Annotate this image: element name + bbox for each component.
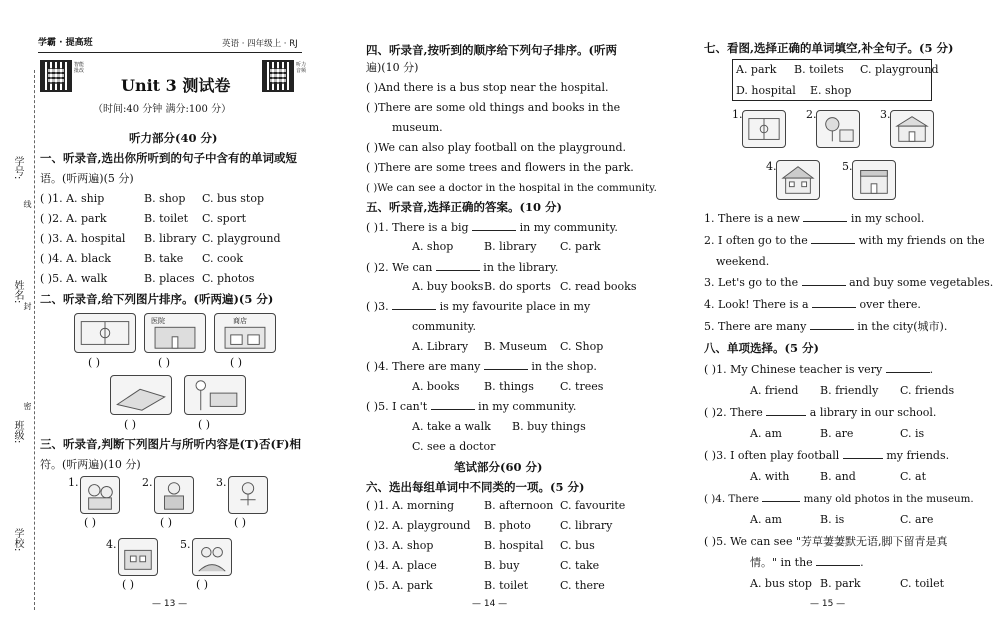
s7-item-5[interactable]: 5. There are many in the city(城市). [704, 320, 948, 333]
s8-q1[interactable]: ( )1. My Chinese teacher is very . [704, 363, 934, 376]
s6-q3-b[interactable]: B. hospital [484, 539, 544, 552]
s2-answer-3[interactable]: ( ) [230, 356, 243, 369]
s8-q5-a[interactable]: A. bus stop [750, 577, 812, 590]
s1-title-2: 语。(听两遍)(5 分) [40, 172, 134, 185]
s5-q4[interactable]: ( )4. There are many in the shop. [366, 360, 597, 373]
s3-answer-5[interactable]: ( ) [196, 578, 209, 591]
s7-picture-3 [890, 110, 934, 148]
s8-q1-a[interactable]: A. friend [750, 384, 799, 397]
s5-q1-c[interactable]: C. park [560, 240, 601, 253]
s4-item-2-cont: museum. [392, 121, 443, 134]
s8-q4[interactable]: ( )4. There many old photos in the museum. [704, 493, 974, 505]
s3-answer-1[interactable]: ( ) [84, 516, 97, 529]
subject-label: 英语 · 四年级上 · RJ [222, 39, 298, 49]
page-13 [0, 0, 330, 644]
s6-q3[interactable]: ( )3. A. shop [366, 539, 434, 552]
s7-num-1: 1. [732, 108, 743, 121]
page-number-13: — 13 — [152, 599, 188, 609]
binding-line [34, 70, 35, 610]
s8-q3-a[interactable]: A. with [750, 470, 790, 483]
s1-q5-c[interactable]: C. photos [202, 272, 255, 285]
s6-q5-c[interactable]: C. there [560, 579, 605, 592]
header-rule [38, 52, 302, 53]
s7-item-2-cont: weekend. [716, 255, 770, 268]
s7-word-e: E. shop [810, 84, 852, 97]
s1-q3[interactable]: ( )3. A. hospital [40, 232, 126, 245]
qr-right-label: 听力音频 [296, 62, 307, 74]
s8-q5-c[interactable]: C. toilet [900, 577, 945, 590]
s3-title-2: 符。(听两遍)(10 分) [40, 458, 141, 471]
s8-q2-a[interactable]: A. am [750, 427, 782, 440]
s8-q5[interactable]: ( )5. We can see "芳草萋萋默无语,脚下留青是真 [704, 535, 948, 548]
s4-item-2[interactable]: ( )There are some old things and books in the [366, 101, 621, 114]
s8-q5-cont: 情。" in the . [750, 556, 864, 569]
s5-q3-cont: community. [412, 320, 477, 333]
s5-q4-a[interactable]: A. books [412, 380, 460, 393]
s8-q4-c[interactable]: C. are [900, 513, 934, 526]
s7-item-1[interactable]: 1. There is a new in my school. [704, 212, 925, 225]
s8-q1-c[interactable]: C. friends [900, 384, 955, 397]
s7-item-3[interactable]: 3. Let's go to the and buy some vegetables. [704, 276, 994, 289]
s3-num-2: 2. [142, 476, 153, 489]
s5-q2-b[interactable]: B. do sports [484, 280, 551, 293]
s5-q3-b[interactable]: B. Museum [484, 340, 548, 353]
s1-q1-b[interactable]: B. shop [144, 192, 186, 205]
s5-q2-c[interactable]: C. read books [560, 280, 637, 293]
s2-title: 二、听录音,给下列图片排序。(听两遍)(5 分) [40, 292, 274, 306]
side-line-mark: 线 [23, 200, 32, 208]
s1-q4-c[interactable]: C. cook [202, 252, 244, 265]
s5-q5-b[interactable]: B. buy things [512, 420, 586, 433]
page-title: Unit 3 测试卷 [121, 76, 231, 95]
s2-answer-1[interactable]: ( ) [88, 356, 101, 369]
side-school-label: 学校: [12, 528, 23, 552]
s8-q5-b[interactable]: B. park [820, 577, 861, 590]
s1-q2[interactable]: ( )2. A. park [40, 212, 107, 225]
s7-picture-2 [816, 110, 860, 148]
s5-q3[interactable]: ( )3. is my favourite place in my [366, 300, 591, 313]
s6-q4-c[interactable]: C. take [560, 559, 600, 572]
s5-q1[interactable]: ( )1. There is a big in my community. [366, 221, 618, 234]
s7-word-d: D. hospital [736, 84, 796, 97]
s8-title: 八、单项选择。(5 分) [704, 341, 819, 355]
s8-q3-b[interactable]: B. and [820, 470, 856, 483]
s1-q4-b[interactable]: B. take [144, 252, 184, 265]
s5-q5-c[interactable]: C. see a doctor [412, 440, 496, 453]
s1-q3-c[interactable]: C. playground [202, 232, 281, 245]
s4-title: 四、听录音,按听到的顺序给下列句子排序。(听两 [366, 43, 617, 57]
s3-title: 三、听录音,判断下列图片与所听内容是(T)否(F)相 [40, 437, 301, 451]
qr-code-right[interactable] [262, 60, 294, 92]
s7-picture-1 [742, 110, 786, 148]
written-header: 笔试部分(60 分) [454, 460, 543, 474]
s6-q5[interactable]: ( )5. A. park [366, 579, 433, 592]
s3-answer-2[interactable]: ( ) [160, 516, 173, 529]
s7-word-b: B. toilets [794, 63, 844, 76]
page-15 [670, 0, 1000, 644]
side-seal-mark: 封 [23, 302, 32, 310]
s5-q5-a[interactable]: A. take a walk [412, 420, 491, 433]
s1-q2-c[interactable]: C. sport [202, 212, 247, 225]
s4-item-5[interactable]: ( )We can see a doctor in the hospital in the community. [366, 182, 657, 194]
s5-title: 五、听录音,选择正确的答案。(10 分) [366, 200, 562, 214]
s4-title-2: 遍)(10 分) [366, 61, 419, 74]
s5-q3-c[interactable]: C. Shop [560, 340, 604, 353]
s8-q2-b[interactable]: B. are [820, 427, 854, 440]
s5-q2-a[interactable]: A. buy books [412, 280, 484, 293]
side-secret-mark: 密 [23, 402, 32, 410]
s2-picture-4 [110, 375, 172, 415]
s1-q4[interactable]: ( )4. A. black [40, 252, 111, 265]
s5-q4-b[interactable]: B. things [484, 380, 534, 393]
qr-code-left[interactable] [40, 60, 72, 92]
s8-q1-b[interactable]: B. friendly [820, 384, 879, 397]
s5-q5[interactable]: ( )5. I can't in my community. [366, 400, 577, 413]
s2-answer-2[interactable]: ( ) [158, 356, 171, 369]
s7-item-4[interactable]: 4. Look! There is a over there. [704, 298, 921, 311]
s6-q4[interactable]: ( )4. A. place [366, 559, 437, 572]
s5-q1-a[interactable]: A. shop [412, 240, 454, 253]
s5-q4-c[interactable]: C. trees [560, 380, 604, 393]
s3-picture-5 [192, 538, 232, 576]
s4-item-3[interactable]: ( )We can also play football on the playground. [366, 141, 627, 154]
s1-q1-c[interactable]: C. bus stop [202, 192, 265, 205]
s5-q2[interactable]: ( )2. We can in the library. [366, 261, 559, 274]
s7-word-c: C. playground [860, 63, 939, 76]
s6-q4-b[interactable]: B. buy [484, 559, 520, 572]
s6-q1[interactable]: ( )1. A. morning [366, 499, 455, 512]
s1-title: 一、听录音,选出你所听到的句子中含有的单词或短 [40, 151, 298, 165]
s3-answer-4[interactable]: ( ) [122, 578, 135, 591]
s2-answer-5[interactable]: ( ) [198, 418, 211, 431]
s1-q2-b[interactable]: B. toilet [144, 212, 189, 225]
s7-item-2[interactable]: 2. I often go to the with my friends on the [704, 234, 985, 247]
s6-q5-b[interactable]: B. toilet [484, 579, 529, 592]
s3-num-4: 4. [106, 538, 117, 551]
time-info: （时间:40 分钟 满分:100 分） [93, 104, 232, 115]
s1-q3-b[interactable]: B. library [144, 232, 197, 245]
s3-num-1: 1. [68, 476, 79, 489]
s8-q4-a[interactable]: A. am [750, 513, 782, 526]
s8-q3-c[interactable]: C. at [900, 470, 926, 483]
s2-picture-5 [184, 375, 246, 415]
s6-title: 六、选出每组单词中不同类的一项。(5 分) [366, 480, 585, 494]
s3-picture-2 [154, 476, 194, 514]
s7-num-4: 4. [766, 160, 777, 173]
s1-q5-b[interactable]: B. places [144, 272, 195, 285]
s2-shop-label: 商店 [233, 317, 247, 325]
s3-picture-3 [228, 476, 268, 514]
s7-picture-5 [852, 160, 896, 200]
s6-q2-c[interactable]: C. library [560, 519, 613, 532]
s5-q3-a[interactable]: A. Library [412, 340, 469, 353]
s5-q1-b[interactable]: B. library [484, 240, 537, 253]
s6-q2[interactable]: ( )2. A. playground [366, 519, 471, 532]
s3-picture-1 [80, 476, 120, 514]
s1-q5[interactable]: ( )5. A. walk [40, 272, 108, 285]
side-class-label: 班级: [12, 420, 23, 444]
s7-num-2: 2. [806, 108, 817, 121]
s6-q1-c[interactable]: C. favourite [560, 499, 626, 512]
s7-word-a: A. park [736, 63, 777, 76]
side-name-label: 姓名: [12, 280, 23, 304]
s6-q3-c[interactable]: C. bus [560, 539, 595, 552]
s6-q2-b[interactable]: B. photo [484, 519, 531, 532]
page-number-14: — 14 — [472, 599, 508, 609]
s8-q3[interactable]: ( )3. I often play football my friends. [704, 449, 950, 462]
s6-q1-b[interactable]: B. afternoon [484, 499, 554, 512]
s3-picture-4 [118, 538, 158, 576]
s3-num-5: 5. [180, 538, 191, 551]
s7-picture-4 [776, 160, 820, 200]
s1-q1[interactable]: ( )1. A. ship [40, 192, 105, 205]
s4-item-1[interactable]: ( )And there is a bus stop near the hospital. [366, 81, 609, 94]
brand-logo: 学霸 · 提高班 [38, 38, 93, 48]
s8-q4-b[interactable]: B. is [820, 513, 845, 526]
s2-picture-1 [74, 313, 136, 353]
page-number-15: — 15 — [810, 599, 846, 609]
listening-header: 听力部分(40 分) [129, 131, 218, 145]
side-number-label: 学号: [12, 156, 23, 180]
s3-num-3: 3. [216, 476, 227, 489]
s8-q2-c[interactable]: C. is [900, 427, 925, 440]
s4-item-4[interactable]: ( )There are some trees and flowers in the park. [366, 161, 634, 174]
s3-answer-3[interactable]: ( ) [234, 516, 247, 529]
s8-q2[interactable]: ( )2. There a library in our school. [704, 406, 937, 419]
s7-num-3: 3. [880, 108, 891, 121]
s7-title: 七、看图,选择正确的单词填空,补全句子。(5 分) [704, 41, 954, 55]
s2-hospital-label: 医院 [151, 317, 165, 325]
s7-num-5: 5. [842, 160, 853, 173]
page-14 [330, 0, 670, 644]
qr-left-label: 智能批改 [74, 62, 85, 74]
s2-answer-4[interactable]: ( ) [124, 418, 137, 431]
